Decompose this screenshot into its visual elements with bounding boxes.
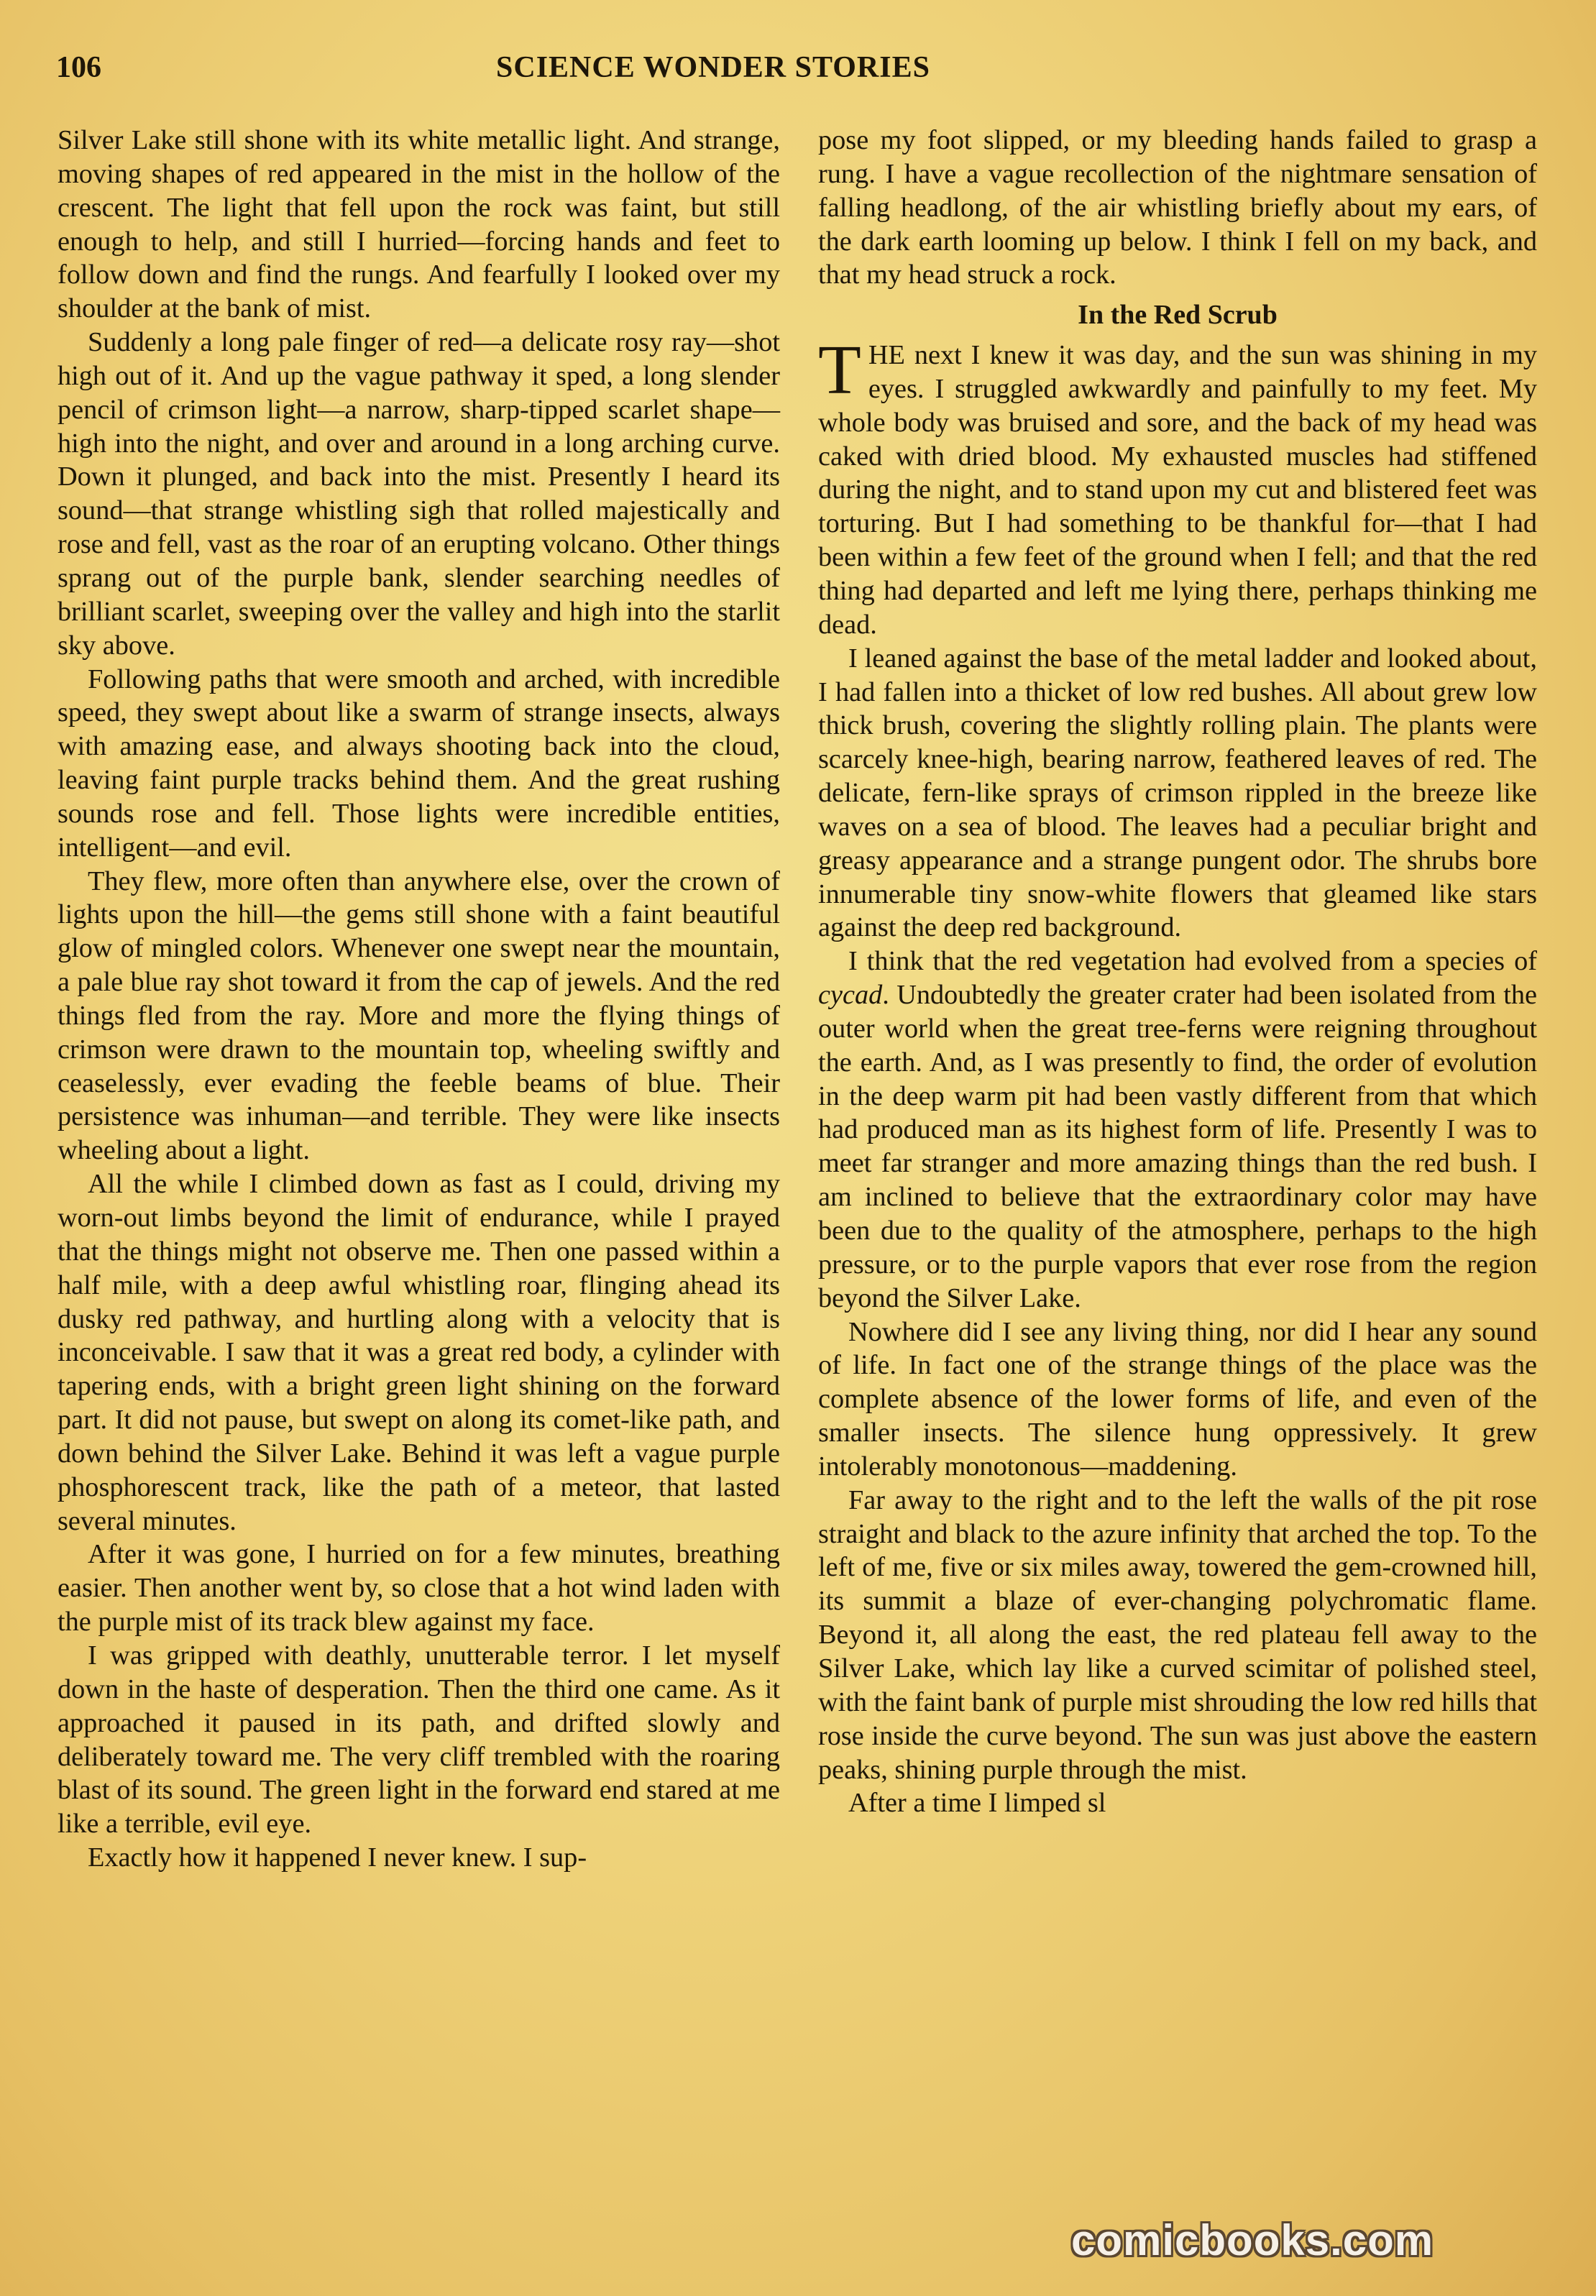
italic-term: cycad	[818, 980, 883, 1011]
paragraph: Nowhere did I see any living thing, nor did I hear any sound of life. In fact one of the strange things of the place was the complete absence of the lower forms of life, and even of the smaller insects. The silence hung oppressively. It grew intolerably monotonous—maddening.	[818, 1316, 1537, 1482]
paragraph: Suddenly a long pale finger of red—a delicate rosy ray—shot high out of it. And up the vague pathway it sped, a long slender pencil of crimson light—a narrow, sharp-tipped scarlet shape—high into the night, and over and around in a long arching curve. Down it plunged, and back into the mist. Presently I heard its sound—that strange whistling sigh that rolled majestically and rose and fell, vast as the roar of an erupting volcano. Other things sprang out of the purple bank, slender searching needles of brilliant scarlet, sweeping over the valley and high into the starlit sky above.	[58, 327, 780, 661]
page-number: 106	[56, 51, 101, 84]
paragraph	[818, 945, 1537, 1315]
paragraph: After it was gone, I hurried on for a few minutes, breathing easier. Then another went by, so close that a hot wind laden with the purple mist of its track blew against my face.	[58, 1539, 780, 1638]
paragraph: All the while I climbed down as fast as I could, driving my worn-out limbs beyond the limit of endurance, while I prayed that the things might not observe me. Then one passed within a half mile, with a deep awful whistling roar, flinging ahead its dusky red pathway, and hurtling along with a velocity that is inconceivable. I saw that it was a great red body, a cylinder with tapering ends, with a bright green light shining on the forward part. It did not pause, but swept on along its comet-like path, and down behind the Silver Lake. Behind it was left a vague purple phosphorescent track, like the path of a meteor, that lasted several minutes.	[58, 1169, 780, 1536]
drop-cap: T	[818, 331, 861, 410]
paragraph: pose my foot slipped, or my bleeding hands failed to grasp a rung. I have a vague recollection of the nightmare sensation of falling headlong, of the air whistling briefly about my ears, of the dark earth looming up below. I think I fell on my back, and that my head struck a rock.	[818, 125, 1537, 290]
section-heading: In the Red Scrub	[1078, 300, 1278, 331]
paragraph-with-dropcap	[818, 331, 1537, 642]
paragraph: Far away to the right and to the left the walls of the pit rose straight and black to the azure infinity that arched the top. To the left of me, five or six miles away, towered the gem-crowned hill, its summit a blaze of ever-changing polychromatic flame. Beyond it, all along the east, the red plateau fell away to the Silver Lake, which lay like a curved scimitar of polished steel, with the faint bank of purple mist shrouding the low red hills that rose inside the curve beyond. The sun was just above the eastern peaks, shining purple through the mist.	[818, 1484, 1537, 1785]
paragraph-text: HE next I knew it was day, and the sun was shining in my eyes. I struggled awkwardly and painfully to my feet. My whole body was bruised and sore, and the back of my head was caked with dried blood. My exhausted muscles had stiffened during the night, and to stand upon my cut and blistered feet was torturing. But I had something to be thankful for—that I had been within a few feet of the ground when I fell; and that the red thing had departed and left me lying there, perhaps thinking me dead.	[818, 340, 1537, 640]
right-column	[818, 124, 1537, 1820]
watermark: comicbooks.com	[1071, 2216, 1434, 2264]
paragraph: I leaned against the base of the metal ladder and looked about, I had fallen into a thicket of low red bushes. All about grew low thick brush, covering the slightly rolling plain. The plants were scarcely knee-high, bearing narrow, feathered leaves of red. The delicate, fern-like sprays of crimson rippled in the breeze like waves on a sea of blood. The leaves had a peculiar bright and greasy appearance and a strange pungent odor. The shrubs bore innumerable tiny snow-white flowers that gleamed like stars against the deep red background.	[818, 643, 1537, 943]
running-head: SCIENCE WONDER STORIES	[496, 51, 930, 84]
paragraph: They flew, more often than anywhere else, over the crown of lights upon the hill—the gems still shone with a faint beautiful glow of mingled colors. Whenever one swept near the mountain, a pale blue ray shot toward it from the cap of jewels. And the red things fled from the ray. More and more the flying things of crimson were drawn to the mountain top, wheeling swiftly and ceaselessly, ever evading the feeble beams of blue. Their persistence was inhuman—and terrible. They were like insects wheeling about a light.	[58, 865, 780, 1166]
paragraph: I was gripped with deathly, unutterable terror. I let myself down in the haste of desperation. Then the third one came. As it approached it paused in its path, and drifted slowly and deliberately toward me. The very cliff trembled with the roaring blast of its sound. The green light in the forward end stared at me like a terrible, evil eye.	[58, 1640, 780, 1840]
paragraph-text: I think that the red vegetation had evolved from a species of	[848, 946, 1537, 977]
paragraph: Exactly how it happened I never knew. I sup-	[88, 1842, 587, 1873]
paragraph: Silver Lake still shone with its white metallic light. And strange, moving shapes of red appeared in the mist in the hollow of the crescent. The light that fell upon the rock was faint, but still enough to help, and still I hurried—forcing hands and feet to follow down and find the rungs. And fearfully I looked over my shoulder at the bank of mist.	[58, 125, 780, 324]
paragraph: After a time I limped sl	[848, 1788, 1106, 1819]
paragraph-text: . Undoubtedly the greater crater had been isolated from the outer world when the great tree-ferns were reigning throughout the earth. And, as I was presently to find, the order of evolution in the deep warm pit had been vastly different from that which had produced man as its highest form of life. Presently I was to meet far stranger and more amazing things than the red bush. I am inclined to believe that the extraordinary color may have been due to the quality of the atmosphere, perhaps to the high pressure, or to the purple vapors that ever rose from the region beyond the Silver Lake.	[818, 980, 1537, 1313]
paragraph: Following paths that were smooth and arched, with incredible speed, they swept about like a swarm of strange insects, always with amazing ease, and always shooting back into the cloud, leaving faint purple tracks behind them. And the great rushing sounds rose and fell. Those lights were incredible entities, intelligent—and evil.	[58, 663, 780, 863]
left-column	[58, 124, 780, 1875]
